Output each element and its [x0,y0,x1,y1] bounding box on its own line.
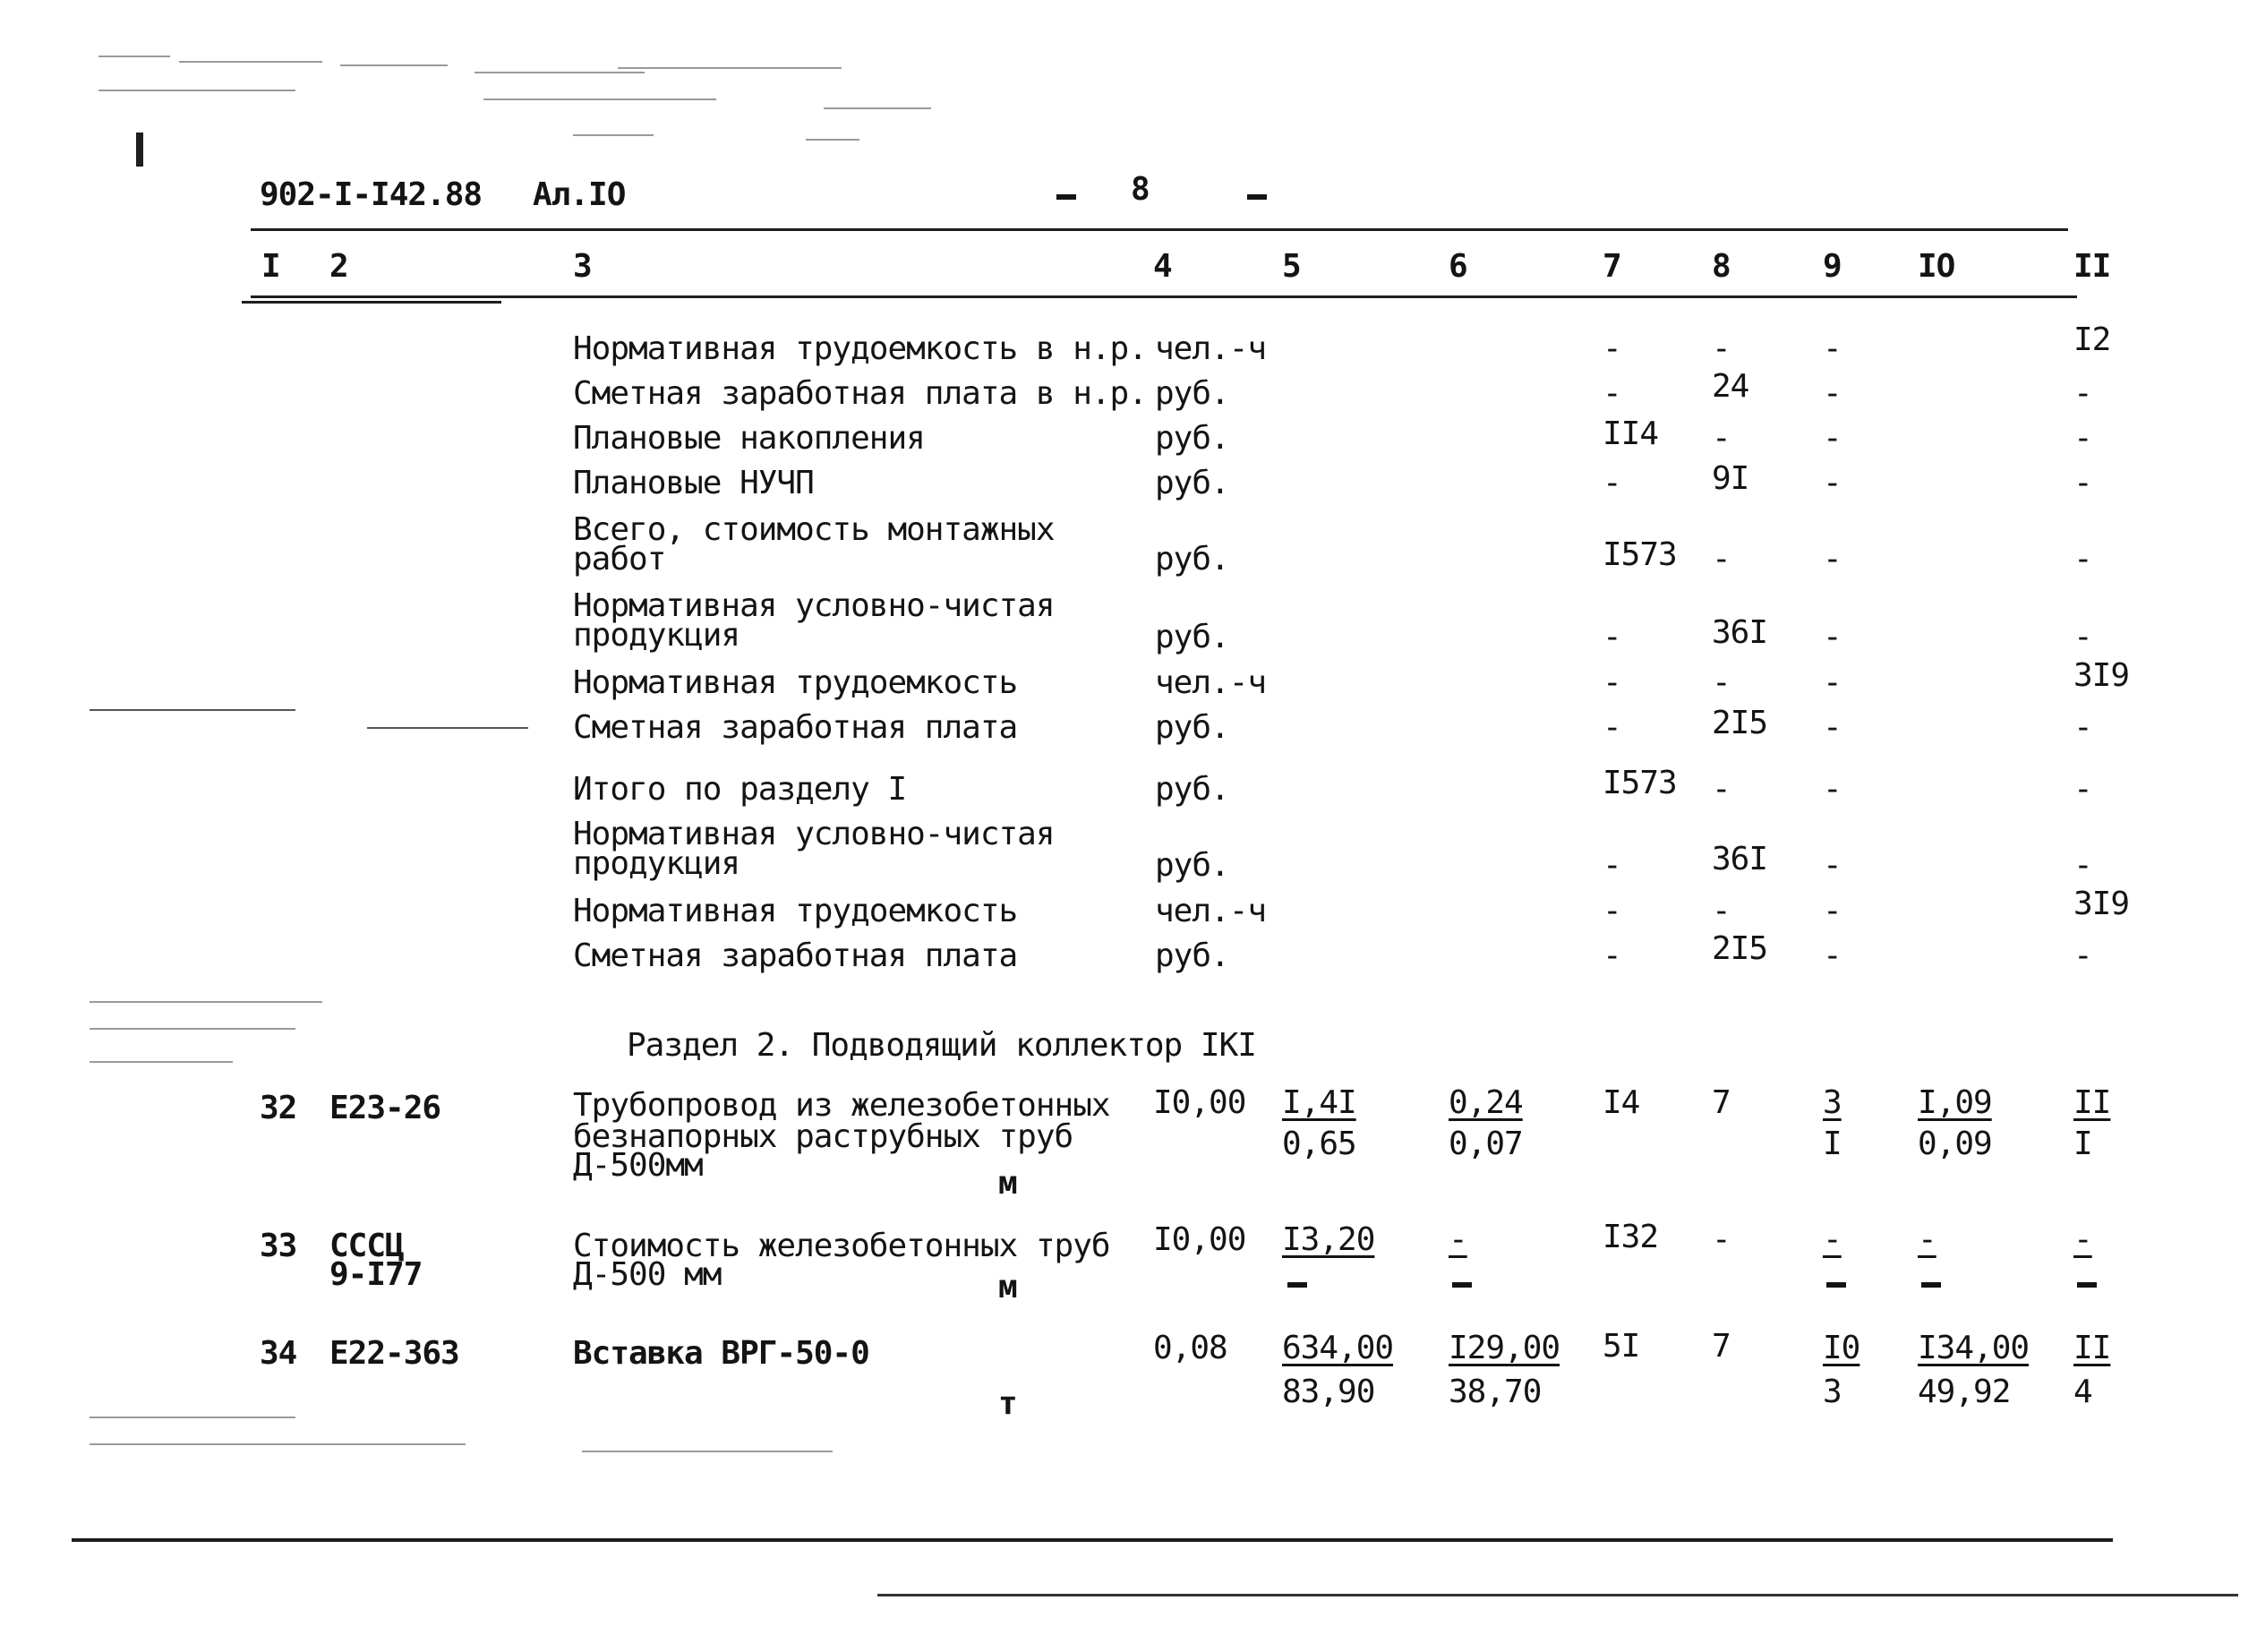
item-col11-top: II [2073,1330,2111,1366]
summary-col11: - [2073,541,2092,578]
summary-unit: руб. [1155,465,1229,501]
scan-speck [90,1417,295,1418]
album-number: Ал.IO [533,176,626,213]
summary-col11: - [2073,619,2092,655]
summary-unit: руб. [1155,619,1229,655]
item-unit: м [998,1165,1017,1202]
scan-speck [340,64,448,66]
summary-unit: руб. [1155,771,1229,808]
summary-unit: руб. [1155,937,1229,974]
scan-line [367,727,528,729]
item-col6-bottom: 38,70 [1449,1374,1542,1410]
summary-unit: чел.-ч [1155,893,1267,929]
item-col6-bottom: 0,07 [1449,1126,1523,1162]
col-header-1: I [261,248,280,285]
col-header-4: 4 [1153,248,1172,285]
summary-label: Сметная заработная плата [573,937,1018,974]
summary-col11: 3I9 [2073,657,2130,694]
summary-unit: руб. [1155,709,1229,746]
summary-col8: 36I [1712,841,1768,877]
item-col9-bottom: 3 [1823,1374,1842,1410]
col-header-11: II [2073,248,2111,285]
summary-col8: - [1712,541,1731,578]
summary-unit: руб. [1155,541,1229,578]
summary-col7: - [1603,709,1621,746]
summary-col9: - [1823,420,1842,457]
item-col6-top: 0,24 [1449,1084,1523,1121]
item-col10-top: I34,00 [1918,1330,2030,1366]
summary-col11: I2 [2073,321,2111,358]
page-number-dash-left [1056,194,1076,200]
summary-unit: чел.-ч [1155,664,1267,701]
summary-col11: - [2073,465,2092,501]
summary-col9: - [1823,330,1842,367]
item-col10-bottom: 0,09 [1918,1126,1992,1162]
scan-speck [474,72,645,73]
summary-label: Сметная заработная плата [573,709,1018,746]
scan-speck [618,67,842,69]
item-description-cont: безнапорных раструбных труб [573,1118,1073,1155]
summary-col11: - [2073,937,2092,974]
scan-speck [824,107,931,109]
summary-label: Нормативная условно-чистая [573,816,1055,852]
item-col10-bottom: 49,92 [1918,1374,2011,1410]
summary-col8: - [1712,420,1731,457]
item-col8: 7 [1712,1084,1731,1121]
item-col6-bottom-dash [1452,1282,1472,1288]
summary-col8: 2I5 [1712,930,1768,967]
scan-speck [98,90,295,91]
summary-col11: - [2073,375,2092,412]
item-col11-bottom-dash [2077,1282,2097,1288]
summary-label: Нормативная трудоемкость [573,664,1018,701]
summary-label: Плановые накопления [573,420,925,457]
item-col8: 7 [1712,1328,1731,1365]
summary-col9: - [1823,375,1842,412]
summary-label-cont: работ [573,541,666,578]
scan-speck [90,1001,322,1003]
col-header-8: 8 [1712,248,1731,285]
summary-unit: руб. [1155,375,1229,412]
item-description: Вставка ВРГ-50-0 [573,1335,869,1372]
scan-speck [90,1061,233,1063]
item-col10-top: I,09 [1918,1084,1992,1121]
item-col5-bottom-dash [1287,1282,1307,1288]
item-col9-bottom: I [1823,1126,1842,1162]
summary-col9: - [1823,847,1842,884]
item-col11-bottom: I [2073,1126,2092,1162]
item-quantity: 0,08 [1153,1330,1227,1366]
item-description: Стоимость железобетонных труб [573,1228,1110,1264]
summary-col8: 9I [1712,460,1749,497]
summary-col8: 2I5 [1712,705,1768,741]
summary-col7: II4 [1603,415,1659,452]
item-col5-top: 634,00 [1282,1330,1394,1366]
summary-col7: - [1603,619,1621,655]
summary-col11: 3I9 [2073,886,2130,922]
item-col6-top: I29,00 [1449,1330,1560,1366]
summary-col7: - [1603,937,1621,974]
section-title: Раздел 2. Подводящий коллектор IКI [627,1027,1256,1064]
page-number-dash-right [1247,194,1267,200]
header-top-rule [251,228,2068,231]
summary-label: Нормативная условно-чистая [573,587,1055,624]
col-header-3: 3 [573,248,592,285]
scan-speck [98,56,170,57]
item-description-cont: Д-500мм [573,1147,703,1184]
summary-col9: - [1823,893,1842,929]
summary-col11: - [2073,771,2092,808]
item-col5-bottom: 83,90 [1282,1374,1375,1410]
item-quantity: I0,00 [1153,1221,1246,1258]
item-col6-top: - [1449,1221,1467,1258]
footer-rule [72,1538,2113,1542]
summary-col9: - [1823,709,1842,746]
item-col7: 5I [1603,1328,1640,1365]
scan-mark [136,133,143,167]
summary-col8: - [1712,893,1731,929]
scan-speck [90,1028,295,1030]
summary-label-cont: продукция [573,845,740,882]
item-quantity: I0,00 [1153,1084,1246,1121]
document-code: 902-I-I42.88 [260,176,483,213]
summary-col8: - [1712,771,1731,808]
summary-col11: - [2073,847,2092,884]
item-col9-top: 3 [1823,1084,1842,1121]
scan-line [90,709,295,711]
item-unit: м [998,1269,1017,1305]
summary-col7: - [1603,465,1621,501]
header-bottom-rule [251,295,2077,298]
summary-col7: - [1603,664,1621,701]
scan-speck [90,1443,466,1445]
item-col7: I32 [1603,1219,1659,1255]
summary-label: Плановые НУЧП [573,465,814,501]
col-header-10: IO [1918,248,1955,285]
item-unit: т [998,1385,1017,1422]
item-col11-top: II [2073,1084,2111,1121]
header-bottom-rule-left [242,301,501,304]
scan-speck [179,61,322,63]
summary-label: Итого по разделу I [573,771,907,808]
summary-col7: - [1603,893,1621,929]
col-header-7: 7 [1603,248,1621,285]
item-number: 32 [260,1090,297,1126]
scan-speck [582,1451,833,1452]
item-code: Е22-363 [329,1335,459,1372]
footer-rule-lower [877,1594,2238,1596]
scan-speck [806,139,859,141]
item-code: СССЦ [329,1228,404,1264]
summary-col8: 24 [1712,368,1749,405]
summary-col8: - [1712,664,1731,701]
item-col10-top: - [1918,1221,1936,1258]
summary-col9: - [1823,619,1842,655]
item-number: 33 [260,1228,297,1264]
item-col10-bottom-dash [1921,1282,1941,1288]
scan-speck [483,98,716,100]
item-description-cont: Д-500 мм [573,1256,722,1293]
summary-col9: - [1823,771,1842,808]
summary-col7: I573 [1603,536,1677,573]
summary-label-cont: продукция [573,617,740,654]
summary-col8: - [1712,330,1731,367]
item-col11-top: - [2073,1221,2092,1258]
item-col5-top: I,4I [1282,1084,1356,1121]
summary-label: Всего, стоимость монтажных [573,511,1055,548]
summary-col9: - [1823,937,1842,974]
item-col5-top: I3,20 [1282,1221,1375,1258]
summary-col8: 36I [1712,614,1768,651]
summary-col7: - [1603,330,1621,367]
summary-col7: I573 [1603,765,1677,801]
item-code: Е23-26 [329,1090,441,1126]
summary-label: Нормативная трудоемкость [573,893,1018,929]
summary-unit: руб. [1155,847,1229,884]
summary-col9: - [1823,541,1842,578]
summary-col11: - [2073,420,2092,457]
page-number: 8 [1131,171,1150,208]
item-col9-top: I0 [1823,1330,1860,1366]
summary-unit: руб. [1155,420,1229,457]
item-col7: I4 [1603,1084,1640,1121]
item-col11-bottom: 4 [2073,1374,2092,1410]
item-col9-top: - [1823,1221,1842,1258]
scan-speck [573,134,654,136]
col-header-5: 5 [1282,248,1301,285]
summary-col9: - [1823,664,1842,701]
col-header-9: 9 [1823,248,1842,285]
col-header-2: 2 [329,248,348,285]
summary-col11: - [2073,709,2092,746]
summary-col7: - [1603,847,1621,884]
item-col9-bottom-dash [1826,1282,1846,1288]
summary-label: Сметная заработная плата в н.р. [573,375,1147,412]
item-col8: - [1712,1221,1731,1258]
item-description: Трубопровод из железобетонных [573,1087,1110,1124]
summary-col7: - [1603,375,1621,412]
col-header-6: 6 [1449,248,1467,285]
item-code-cont: 9-I77 [329,1256,423,1293]
item-col5-bottom: 0,65 [1282,1126,1356,1162]
summary-label: Нормативная трудоемкость в н.р. [573,330,1147,367]
item-number: 34 [260,1335,297,1372]
summary-col9: - [1823,465,1842,501]
summary-unit: чел.-ч [1155,330,1267,367]
